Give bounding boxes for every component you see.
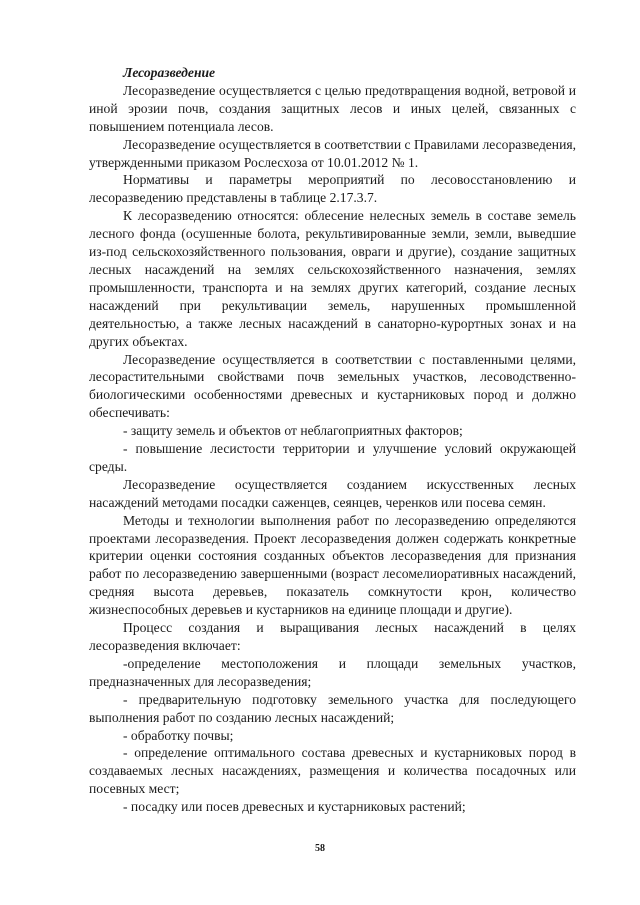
- paragraph: Методы и технологии выполнения работ по лесоразведению определяются проектами лесоразведения. Проект лесоразведения должен содержать конкретные критерии оценки состояния созданных объектов лесоразведения для признания работ по лесоразведению завершенными (возраст лесомелиоративных насаждений, средняя высота деревьев, показатель сомкнутости крон, количество жизнеспособных деревьев и кустарников на единице площади и другие).: [89, 512, 576, 618]
- list-item: - защиту земель и объектов от неблагоприятных факторов;: [123, 423, 463, 439]
- list-item: - определение оптимального состава древесных и кустарниковых пород в создаваемых лесных насаждениях, размещения и количества посадочных или посевных мест;: [89, 745, 576, 797]
- document-page: [89, 64, 576, 816]
- list-item: - предварительную подготовку земельного участка для последующего выполнения работ по созданию лесных насаждений;: [89, 691, 576, 725]
- section-heading: Лесоразведение: [123, 65, 216, 80]
- list-item: - повышение лесистости территории и улучшение условий окружающей среды.: [89, 441, 576, 474]
- paragraph: Лесоразведение осуществляется в соответствии с Правилами лесоразведения, утвержденными приказом Рослесхоза от 10.01.2012 № 1.: [89, 136, 576, 170]
- paragraph: Лесоразведение осуществляется созданием искусственных лесных насаждений методами посадки саженцев, сеянцев, черенков или посева семян.: [89, 476, 576, 510]
- paragraph: Лесоразведение осуществляется с целью предотвращения водной, ветровой и иной эрозии почв, создания защитных лесов и иных целей, связанных с повышением потенциала лесов.: [89, 82, 576, 134]
- paragraph: Лесоразведение осуществляется в соответствии с поставленными целями, лесорастительными свойствами почв земельных участков, лесоводственно-биологическими особенностями древесных и кустарниковых пород и должно обеспечивать:: [89, 351, 576, 421]
- paragraph: Нормативы и параметры мероприятий по лесовосстановлению и лесоразведению представлены в таблице 2.17.3.7.: [89, 172, 576, 206]
- paragraph: Процесс создания и выращивания лесных насаждений в целях лесоразведения включает:: [89, 620, 576, 653]
- list-item: - посадку или посев древесных и кустарниковых растений;: [123, 799, 466, 815]
- paragraph: К лесоразведению относятся: облесение нелесных земель в составе земель лесного фонда (осушенные болота, рекультивированные земли, земли, выведшие из-под сельскохозяйственного пользования, овраги и другие), создание защитных лесных насаждений на землях сельскохозяйственного назначения, землях промышленности, транспорта и на землях других категорий, создание лесных насаждений при рекультивации земель, нарушенных промышленной деятельностью, а также лесных насаждений в санаторно-курортных зонах и на других объектах.: [89, 208, 576, 349]
- list-item: -определение местоположения и площади земельных участков, предназначенных для лесоразведения;: [89, 655, 576, 689]
- page-number: 58: [315, 843, 325, 854]
- list-item: - обработку почвы;: [123, 727, 234, 743]
